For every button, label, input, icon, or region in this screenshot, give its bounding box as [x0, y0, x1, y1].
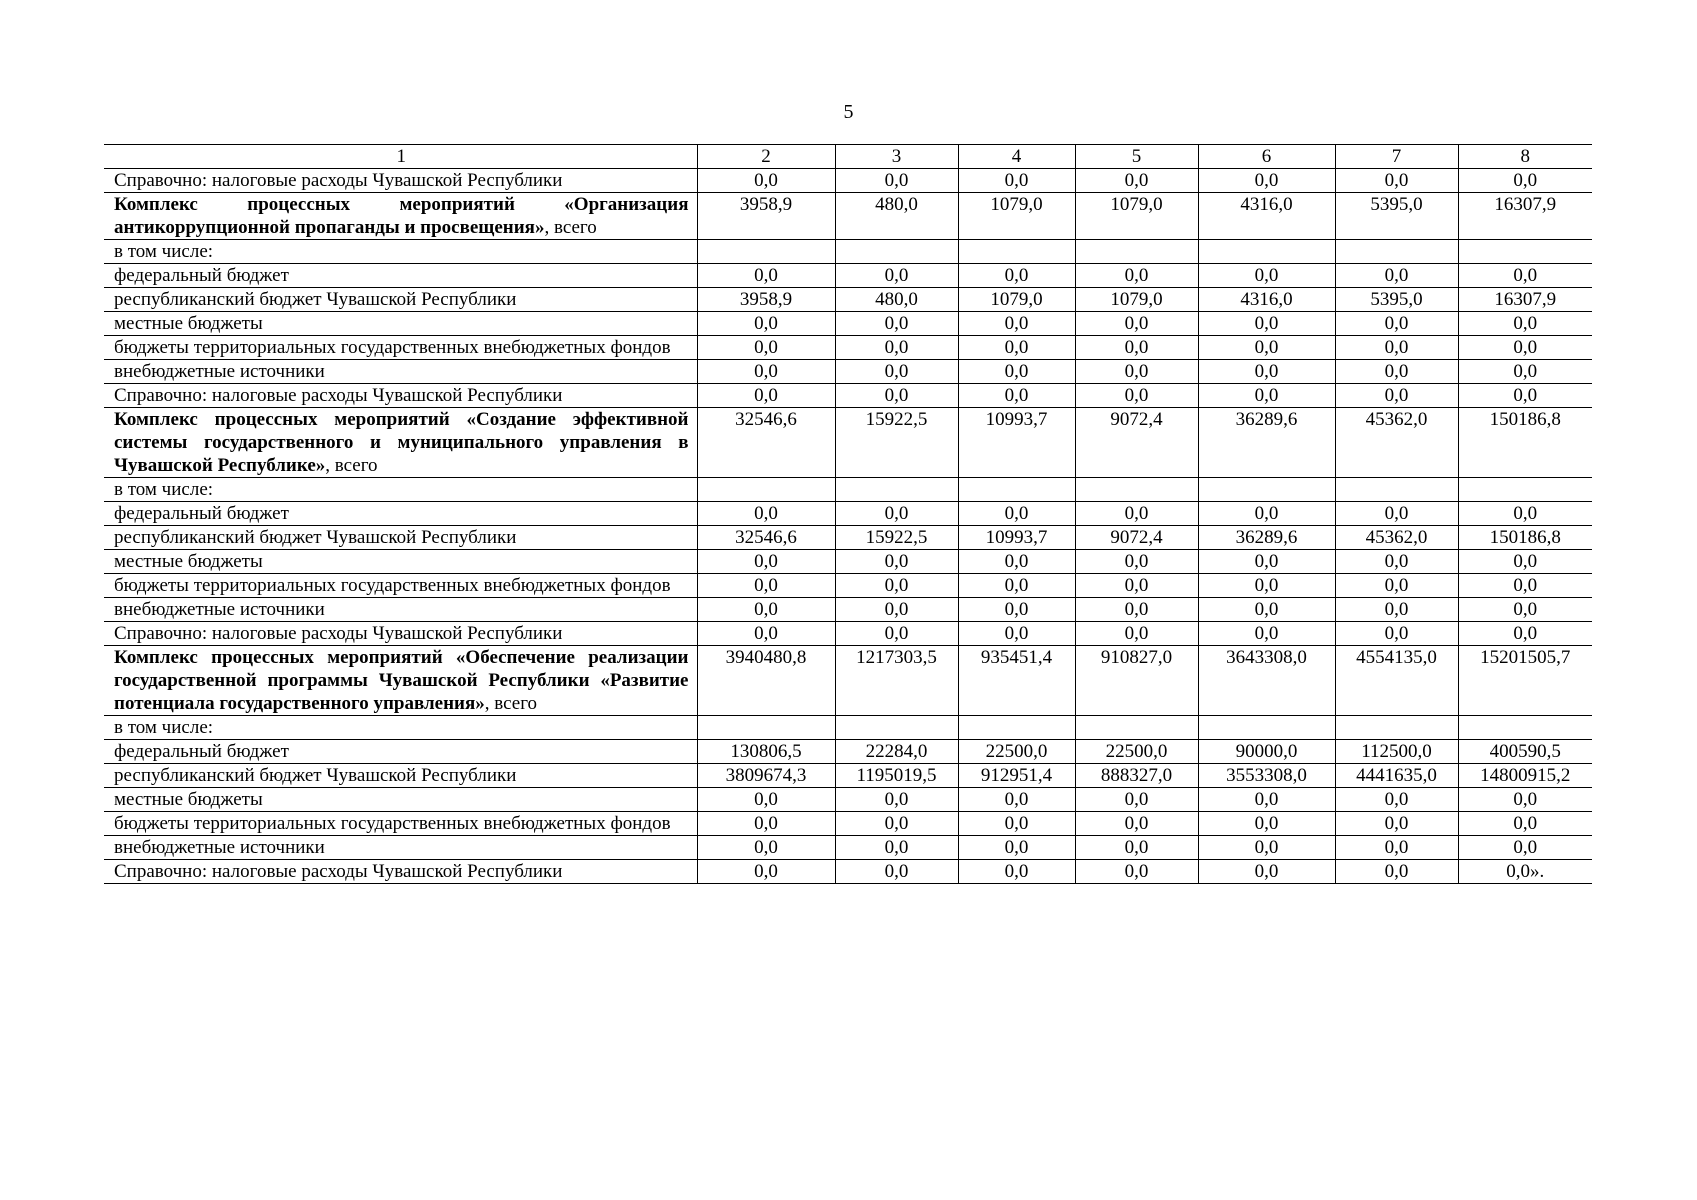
- table-row: [104, 860, 1592, 884]
- value-cell: 0,0: [1075, 550, 1198, 574]
- value-cell: 45362,0: [1335, 526, 1458, 550]
- value-cell: 0,0: [1458, 574, 1592, 598]
- row-label-bold: Комплекс процессных мероприятий «Обеспечение реализации государственной программы Чувашской Республики «Развитие потенциала государственного управления»: [114, 647, 689, 714]
- value-cell: 0,0: [1075, 622, 1198, 646]
- value-cell: 0,0: [958, 336, 1075, 360]
- value-cell: 0,0: [835, 264, 958, 288]
- value-cell: 0,0: [1335, 622, 1458, 646]
- value-cell: 0,0: [1335, 574, 1458, 598]
- value-cell: [1075, 716, 1198, 740]
- value-cell: 0,0: [835, 622, 958, 646]
- value-cell: 0,0: [958, 812, 1075, 836]
- value-cell: 0,0: [958, 312, 1075, 336]
- value-cell: 3553308,0: [1198, 764, 1335, 788]
- table-header-row: [104, 145, 1592, 169]
- table-row: [104, 598, 1592, 622]
- row-label: местные бюджеты: [104, 550, 697, 574]
- value-cell: [1335, 478, 1458, 502]
- table-row: [104, 408, 1592, 478]
- row-label: в том числе:: [104, 716, 697, 740]
- row-label: бюджеты территориальных государственных внебюджетных фондов: [104, 574, 697, 598]
- table-row: [104, 312, 1592, 336]
- table-row: [104, 764, 1592, 788]
- row-label-bold: Комплекс процессных мероприятий «Создание эффективной системы государственного и муниципального управления в Чувашской Республике»: [114, 409, 689, 476]
- value-cell: 0,0: [1198, 384, 1335, 408]
- value-cell: 912951,4: [958, 764, 1075, 788]
- value-cell: [697, 716, 835, 740]
- value-cell: 32546,6: [697, 408, 835, 478]
- table-row: [104, 788, 1592, 812]
- value-cell: 0,0: [1075, 360, 1198, 384]
- value-cell: 935451,4: [958, 646, 1075, 716]
- header-cell: 6: [1198, 145, 1335, 169]
- value-cell: 0,0: [1075, 169, 1198, 193]
- page-number: 5: [843, 101, 854, 123]
- row-label-tail: , всего: [544, 217, 597, 238]
- value-cell: 0,0: [958, 384, 1075, 408]
- value-cell: 90000,0: [1198, 740, 1335, 764]
- row-label: бюджеты территориальных государственных внебюджетных фондов: [104, 336, 697, 360]
- row-label: Справочно: налоговые расходы Чувашской Республики: [104, 622, 697, 646]
- value-cell: [958, 240, 1075, 264]
- table-row: [104, 622, 1592, 646]
- value-cell: 0,0: [1335, 812, 1458, 836]
- value-cell: 0,0: [697, 550, 835, 574]
- value-cell: 0,0: [1335, 360, 1458, 384]
- value-cell: 0,0: [1075, 336, 1198, 360]
- value-cell: 22500,0: [958, 740, 1075, 764]
- value-cell: 0,0: [697, 360, 835, 384]
- value-cell: [1335, 240, 1458, 264]
- value-cell: 0,0: [1458, 169, 1592, 193]
- value-cell: 10993,7: [958, 408, 1075, 478]
- value-cell: 0,0: [1458, 384, 1592, 408]
- value-cell: 0,0: [697, 384, 835, 408]
- value-cell: 1079,0: [1075, 193, 1198, 240]
- table-row: [104, 360, 1592, 384]
- value-cell: 0,0: [1198, 622, 1335, 646]
- value-cell: 0,0: [1075, 836, 1198, 860]
- value-cell: 15922,5: [835, 526, 958, 550]
- value-cell: 0,0: [1335, 836, 1458, 860]
- budget-table: [104, 144, 1592, 884]
- value-cell: 0,0: [1335, 264, 1458, 288]
- value-cell: 0,0: [1335, 860, 1458, 884]
- value-cell: 3958,9: [697, 288, 835, 312]
- value-cell: 3940480,8: [697, 646, 835, 716]
- row-label: Справочно: налоговые расходы Чувашской Республики: [104, 384, 697, 408]
- row-label: [104, 646, 697, 716]
- value-cell: [958, 716, 1075, 740]
- value-cell: [1458, 716, 1592, 740]
- value-cell: 0,0: [1198, 502, 1335, 526]
- value-cell: 480,0: [835, 193, 958, 240]
- value-cell: 5395,0: [1335, 288, 1458, 312]
- row-label: [104, 193, 697, 240]
- value-cell: [958, 478, 1075, 502]
- value-cell: [1458, 240, 1592, 264]
- row-label: [104, 408, 697, 478]
- value-cell: 0,0: [958, 169, 1075, 193]
- value-cell: [835, 240, 958, 264]
- table-row: [104, 264, 1592, 288]
- row-label: федеральный бюджет: [104, 264, 697, 288]
- row-label: республиканский бюджет Чувашской Республики: [104, 526, 697, 550]
- value-cell: 0,0: [1075, 598, 1198, 622]
- value-cell: 4554135,0: [1335, 646, 1458, 716]
- row-label-bold: Комплекс процессных мероприятий «Организация антикоррупционной пропаганды и просвещения»: [114, 194, 689, 238]
- value-cell: 0,0: [1335, 550, 1458, 574]
- row-label: федеральный бюджет: [104, 502, 697, 526]
- value-cell: 45362,0: [1335, 408, 1458, 478]
- header-cell: 1: [104, 145, 697, 169]
- value-cell: 0,0: [958, 860, 1075, 884]
- value-cell: 0,0: [697, 169, 835, 193]
- table-row: [104, 812, 1592, 836]
- row-label: в том числе:: [104, 478, 697, 502]
- table-row: [104, 716, 1592, 740]
- table-row: [104, 240, 1592, 264]
- value-cell: [1075, 478, 1198, 502]
- row-label: бюджеты территориальных государственных внебюджетных фондов: [104, 812, 697, 836]
- value-cell: 0,0: [835, 550, 958, 574]
- value-cell: 9072,4: [1075, 526, 1198, 550]
- value-cell: 1217303,5: [835, 646, 958, 716]
- value-cell: 4441635,0: [1335, 764, 1458, 788]
- table-row: [104, 384, 1592, 408]
- value-cell: 0,0: [1335, 312, 1458, 336]
- value-cell: 0,0: [1198, 264, 1335, 288]
- value-cell: 15922,5: [835, 408, 958, 478]
- row-label: Справочно: налоговые расходы Чувашской Республики: [104, 169, 697, 193]
- value-cell: 0,0: [958, 622, 1075, 646]
- table-row: [104, 646, 1592, 716]
- value-cell: 0,0: [835, 598, 958, 622]
- row-label: федеральный бюджет: [104, 740, 697, 764]
- value-cell: 0,0: [1458, 550, 1592, 574]
- value-cell: 1195019,5: [835, 764, 958, 788]
- value-cell: 0,0: [1075, 502, 1198, 526]
- value-cell: 0,0: [835, 312, 958, 336]
- value-cell: 22500,0: [1075, 740, 1198, 764]
- value-cell: 0,0: [1458, 360, 1592, 384]
- row-label: Справочно: налоговые расходы Чувашской Республики: [104, 860, 697, 884]
- value-cell: [835, 478, 958, 502]
- row-label: республиканский бюджет Чувашской Республики: [104, 288, 697, 312]
- value-cell: 16307,9: [1458, 288, 1592, 312]
- value-cell: 10993,7: [958, 526, 1075, 550]
- value-cell: 0,0: [835, 836, 958, 860]
- value-cell: 0,0: [958, 836, 1075, 860]
- value-cell: [1075, 240, 1198, 264]
- row-label: внебюджетные источники: [104, 836, 697, 860]
- value-cell: 0,0: [697, 788, 835, 812]
- value-cell: 0,0: [1458, 812, 1592, 836]
- value-cell: 0,0: [1458, 336, 1592, 360]
- value-cell: 0,0: [1335, 384, 1458, 408]
- row-label-tail: , всего: [484, 693, 538, 714]
- value-cell: 15201505,7: [1458, 646, 1592, 716]
- value-cell: 0,0: [958, 788, 1075, 812]
- value-cell: 480,0: [835, 288, 958, 312]
- value-cell: 0,0: [835, 860, 958, 884]
- value-cell: 9072,4: [1075, 408, 1198, 478]
- value-cell: 0,0: [1458, 312, 1592, 336]
- row-label: внебюджетные источники: [104, 360, 697, 384]
- value-cell: 400590,5: [1458, 740, 1592, 764]
- value-cell: 0,0: [1458, 836, 1592, 860]
- value-cell: 0,0: [1075, 264, 1198, 288]
- value-cell: 0,0».: [1458, 860, 1592, 884]
- value-cell: 0,0: [1075, 384, 1198, 408]
- table-row: [104, 836, 1592, 860]
- row-label: местные бюджеты: [104, 788, 697, 812]
- value-cell: 150186,8: [1458, 526, 1592, 550]
- value-cell: 3643308,0: [1198, 646, 1335, 716]
- value-cell: 0,0: [835, 502, 958, 526]
- value-cell: 0,0: [697, 812, 835, 836]
- table-row: [104, 336, 1592, 360]
- value-cell: 0,0: [1458, 502, 1592, 526]
- value-cell: 0,0: [697, 598, 835, 622]
- value-cell: 1079,0: [1075, 288, 1198, 312]
- value-cell: 0,0: [835, 384, 958, 408]
- table-row: [104, 502, 1592, 526]
- value-cell: 1079,0: [958, 193, 1075, 240]
- value-cell: [1198, 240, 1335, 264]
- value-cell: 4316,0: [1198, 288, 1335, 312]
- value-cell: [697, 240, 835, 264]
- value-cell: 0,0: [1458, 788, 1592, 812]
- row-label: республиканский бюджет Чувашской Республики: [104, 764, 697, 788]
- value-cell: 0,0: [1198, 812, 1335, 836]
- value-cell: 1079,0: [958, 288, 1075, 312]
- header-cell: 2: [697, 145, 835, 169]
- value-cell: 0,0: [697, 622, 835, 646]
- value-cell: 112500,0: [1335, 740, 1458, 764]
- value-cell: [835, 716, 958, 740]
- value-cell: 0,0: [1075, 860, 1198, 884]
- value-cell: 0,0: [1198, 598, 1335, 622]
- value-cell: 0,0: [835, 360, 958, 384]
- value-cell: 0,0: [835, 574, 958, 598]
- value-cell: 130806,5: [697, 740, 835, 764]
- value-cell: 14800915,2: [1458, 764, 1592, 788]
- value-cell: 0,0: [697, 836, 835, 860]
- table-row: [104, 526, 1592, 550]
- header-cell: 5: [1075, 145, 1198, 169]
- value-cell: 22284,0: [835, 740, 958, 764]
- value-cell: 0,0: [1075, 574, 1198, 598]
- value-cell: 0,0: [958, 574, 1075, 598]
- value-cell: 888327,0: [1075, 764, 1198, 788]
- table-row: [104, 478, 1592, 502]
- table-row: [104, 550, 1592, 574]
- value-cell: 0,0: [958, 598, 1075, 622]
- table-row: [104, 193, 1592, 240]
- value-cell: 32546,6: [697, 526, 835, 550]
- value-cell: 0,0: [697, 336, 835, 360]
- value-cell: 0,0: [1198, 836, 1335, 860]
- value-cell: 0,0: [1198, 860, 1335, 884]
- value-cell: 36289,6: [1198, 526, 1335, 550]
- value-cell: 0,0: [1335, 336, 1458, 360]
- header-cell: 3: [835, 145, 958, 169]
- value-cell: [1198, 716, 1335, 740]
- value-cell: 0,0: [1075, 312, 1198, 336]
- value-cell: 0,0: [1335, 598, 1458, 622]
- table-row: [104, 574, 1592, 598]
- value-cell: 0,0: [697, 574, 835, 598]
- value-cell: 0,0: [1075, 812, 1198, 836]
- table-row: [104, 288, 1592, 312]
- value-cell: 0,0: [835, 788, 958, 812]
- value-cell: 0,0: [1335, 788, 1458, 812]
- value-cell: 0,0: [1335, 502, 1458, 526]
- row-label-tail: , всего: [325, 455, 378, 476]
- value-cell: [1458, 478, 1592, 502]
- value-cell: 0,0: [1335, 169, 1458, 193]
- value-cell: 0,0: [1075, 788, 1198, 812]
- row-label: в том числе:: [104, 240, 697, 264]
- value-cell: 0,0: [1198, 312, 1335, 336]
- value-cell: 0,0: [697, 312, 835, 336]
- header-cell: 8: [1458, 145, 1592, 169]
- value-cell: [1198, 478, 1335, 502]
- value-cell: 0,0: [697, 264, 835, 288]
- value-cell: [697, 478, 835, 502]
- value-cell: 4316,0: [1198, 193, 1335, 240]
- value-cell: [1335, 716, 1458, 740]
- header-cell: 7: [1335, 145, 1458, 169]
- value-cell: 0,0: [1458, 598, 1592, 622]
- value-cell: 0,0: [1198, 360, 1335, 384]
- value-cell: 3809674,3: [697, 764, 835, 788]
- value-cell: 0,0: [1198, 336, 1335, 360]
- value-cell: 0,0: [835, 336, 958, 360]
- value-cell: 0,0: [1458, 622, 1592, 646]
- value-cell: 36289,6: [1198, 408, 1335, 478]
- value-cell: 0,0: [958, 264, 1075, 288]
- value-cell: 0,0: [697, 860, 835, 884]
- value-cell: 3958,9: [697, 193, 835, 240]
- value-cell: 0,0: [1198, 169, 1335, 193]
- value-cell: 0,0: [958, 360, 1075, 384]
- budget-table-body: [104, 145, 1592, 884]
- value-cell: 0,0: [1198, 550, 1335, 574]
- value-cell: 0,0: [697, 502, 835, 526]
- table-row: [104, 169, 1592, 193]
- value-cell: 0,0: [1458, 264, 1592, 288]
- value-cell: 0,0: [958, 550, 1075, 574]
- value-cell: 0,0: [835, 169, 958, 193]
- row-label: внебюджетные источники: [104, 598, 697, 622]
- value-cell: 910827,0: [1075, 646, 1198, 716]
- value-cell: 16307,9: [1458, 193, 1592, 240]
- value-cell: 0,0: [1198, 788, 1335, 812]
- value-cell: 150186,8: [1458, 408, 1592, 478]
- table-row: [104, 740, 1592, 764]
- row-label: местные бюджеты: [104, 312, 697, 336]
- value-cell: 0,0: [958, 502, 1075, 526]
- value-cell: 5395,0: [1335, 193, 1458, 240]
- value-cell: 0,0: [835, 812, 958, 836]
- value-cell: 0,0: [1198, 574, 1335, 598]
- header-cell: 4: [958, 145, 1075, 169]
